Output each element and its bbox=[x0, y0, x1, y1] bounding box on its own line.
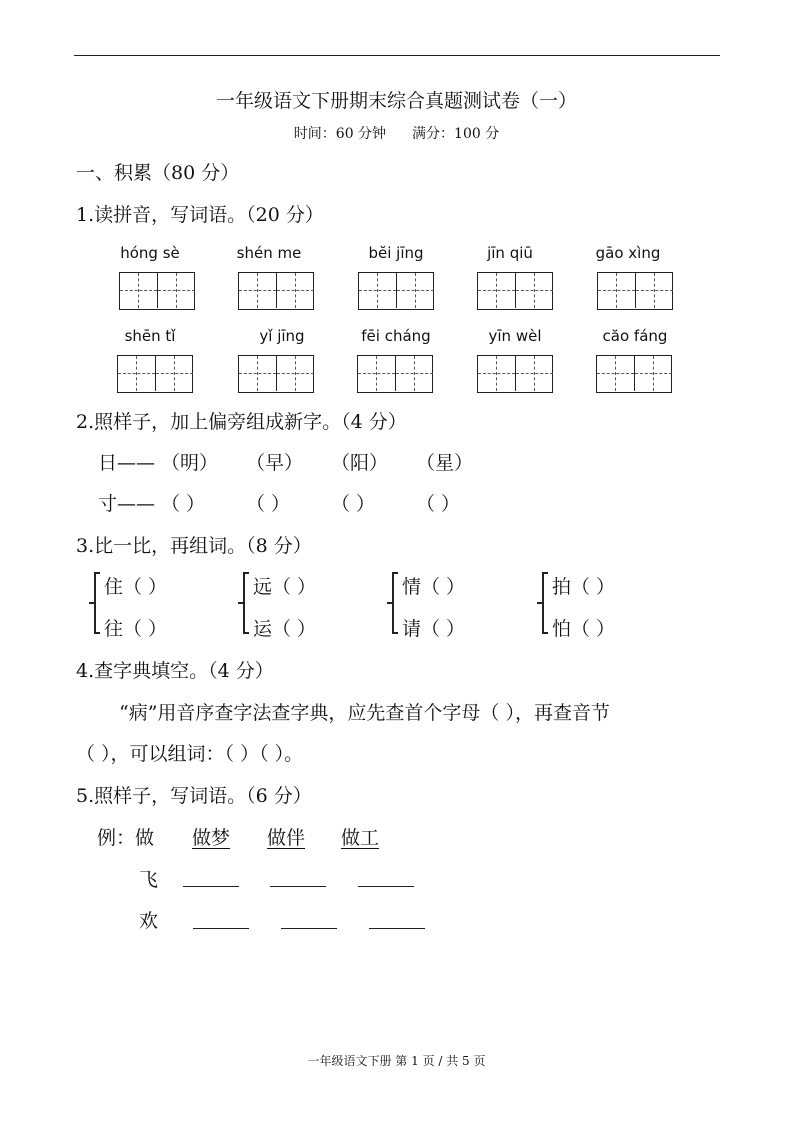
time-limit: 时间：60 分钟 bbox=[293, 126, 387, 142]
pinyin-label: căo fáng bbox=[602, 327, 668, 345]
writing-grid[interactable] bbox=[119, 272, 195, 310]
brace-icon bbox=[542, 572, 548, 634]
writing-grid[interactable] bbox=[597, 272, 673, 310]
compare-item[interactable]: 怕（ ） bbox=[552, 618, 616, 640]
brace-icon bbox=[243, 572, 249, 634]
question-5-heading: 5.照样子，写词语。（6 分） bbox=[76, 785, 312, 807]
question-4-text[interactable]: “病”用音序查字法查字典，应先查首个字母（ ），再查音节 bbox=[119, 702, 610, 724]
writing-grid[interactable] bbox=[477, 272, 553, 310]
question-4-heading: 4.查字典填空。（4 分） bbox=[76, 660, 274, 682]
question-4-text[interactable]: （ ），可以组词：（ ）（ ）。 bbox=[76, 743, 304, 765]
answer-line[interactable] bbox=[358, 886, 414, 887]
section-heading: 一、积累（80 分） bbox=[76, 162, 240, 184]
question-2-heading: 2.照样子，加上偏旁组成新字。（4 分） bbox=[76, 411, 407, 433]
answer-blank[interactable]: （ ） bbox=[416, 493, 461, 515]
example-char: （早） bbox=[246, 452, 304, 474]
answer-line[interactable] bbox=[369, 928, 425, 929]
compare-item[interactable]: 住（ ） bbox=[104, 576, 168, 598]
answer-blank[interactable]: （ ） bbox=[161, 493, 206, 515]
writing-grid[interactable] bbox=[596, 355, 672, 393]
compare-item[interactable]: 往（ ） bbox=[104, 618, 168, 640]
pinyin-label: bĕi jīng bbox=[368, 244, 424, 262]
compare-item[interactable]: 远（ ） bbox=[253, 576, 317, 598]
answer-line[interactable] bbox=[281, 928, 337, 929]
answer-blank[interactable]: （ ） bbox=[331, 493, 376, 515]
pinyin-label: hóng sè bbox=[120, 244, 180, 262]
answer-line[interactable] bbox=[270, 886, 326, 887]
pinyin-label: yīn wèl bbox=[488, 327, 542, 345]
pinyin-label: shén me bbox=[236, 244, 302, 262]
header-rule bbox=[74, 55, 720, 56]
example-word: 做伴 bbox=[267, 827, 306, 849]
practice-char: 飞 bbox=[139, 869, 159, 891]
full-score: 满分：100 分 bbox=[412, 126, 500, 142]
radical-label: 寸—— bbox=[98, 493, 156, 515]
question-3-heading: 3.比一比，再组词。（8 分） bbox=[76, 535, 312, 557]
pinyin-label: yǐ jīng bbox=[259, 327, 305, 345]
compare-item[interactable]: 拍（ ） bbox=[552, 576, 616, 598]
example-label: 例：做 bbox=[97, 827, 155, 849]
answer-blank[interactable]: （ ） bbox=[246, 493, 291, 515]
writing-grid[interactable] bbox=[357, 355, 433, 393]
radical-label: 日—— bbox=[98, 452, 156, 474]
example-word: 做梦 bbox=[192, 827, 231, 849]
example-char: （星） bbox=[416, 452, 474, 474]
example-char: （阳） bbox=[331, 452, 389, 474]
question-1-heading: 1.读拼音，写词语。（20 分） bbox=[76, 204, 324, 226]
pinyin-label: jīn qiū bbox=[487, 244, 533, 262]
answer-line[interactable] bbox=[193, 928, 249, 929]
writing-grid[interactable] bbox=[238, 272, 314, 310]
example-word: 做工 bbox=[341, 827, 380, 849]
answer-line[interactable] bbox=[183, 886, 239, 887]
compare-item[interactable]: 运（ ） bbox=[253, 618, 317, 640]
pinyin-label: fēi cháng bbox=[361, 327, 431, 345]
compare-item[interactable]: 情（ ） bbox=[402, 576, 466, 598]
brace-icon bbox=[94, 572, 100, 634]
exam-info bbox=[0, 123, 793, 143]
page-footer: 一年级语文下册 第 1 页 / 共 5 页 bbox=[307, 1054, 486, 1068]
practice-char: 欢 bbox=[139, 910, 159, 932]
writing-grid[interactable] bbox=[477, 355, 553, 393]
pinyin-label: gāo xìng bbox=[595, 244, 661, 262]
writing-grid[interactable] bbox=[238, 355, 314, 393]
page-title: 一年级语文下册期末综合真题测试卷（一） bbox=[215, 90, 577, 112]
compare-item[interactable]: 请（ ） bbox=[402, 618, 466, 640]
writing-grid[interactable] bbox=[358, 272, 434, 310]
writing-grid[interactable] bbox=[117, 355, 193, 393]
brace-icon bbox=[392, 572, 398, 634]
pinyin-label: shēn tǐ bbox=[124, 327, 176, 345]
example-char: （明） bbox=[161, 452, 219, 474]
